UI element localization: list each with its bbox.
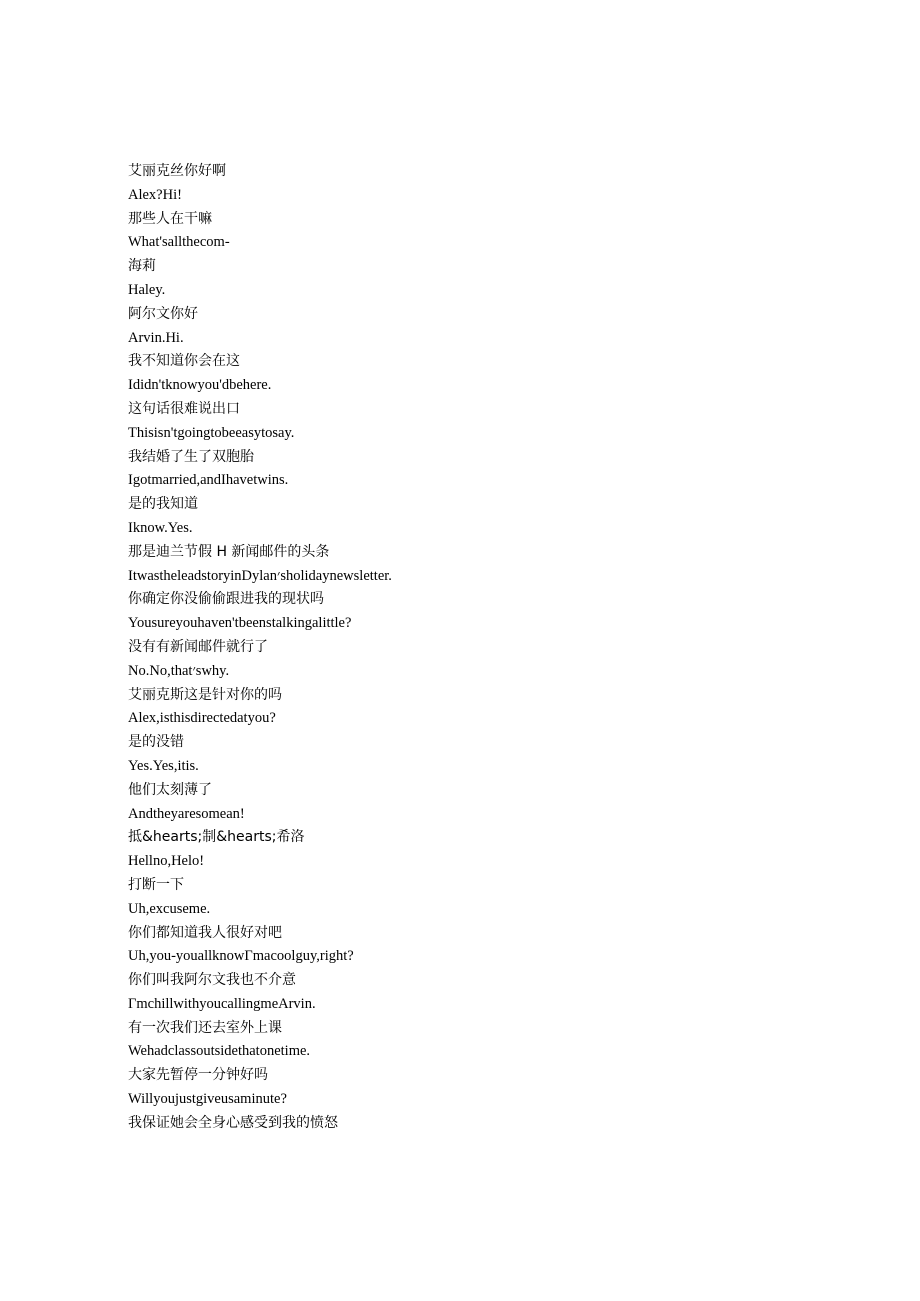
transcript-line-chinese: 这句话很难说出口 — [128, 400, 240, 417]
transcript-line-chinese: 艾丽克斯这是针对你的吗 — [128, 686, 282, 703]
transcript-line-english: Haley. — [128, 281, 166, 298]
transcript-line-english: No.No,that׳swhy. — [128, 662, 230, 679]
transcript-line-chinese: 打断一下 — [128, 876, 184, 893]
transcript-line-english: Andtheyaresomean! — [128, 805, 245, 822]
transcript-line-chinese: 那些人在干嘛 — [128, 210, 212, 227]
transcript-line-chinese: 你确定你没偷偷跟进我的现状吗 — [128, 591, 324, 608]
transcript-line-chinese: 是的我知道 — [128, 496, 198, 513]
transcript-line-english: Yes.Yes,itis. — [128, 757, 199, 774]
transcript-line-chinese: 大家先暂停一分钟好吗 — [128, 1067, 268, 1084]
transcript-line-chinese: 那是迪兰节假 H 新闻邮件的头条 — [128, 543, 330, 560]
transcript-line-chinese: 抵&hearts;制&hearts;希洛 — [128, 829, 305, 846]
transcript-line-english: Iknow.Yes. — [128, 519, 193, 536]
transcript-line-english: Thisisn'tgoingtobeeasytosay. — [128, 424, 295, 441]
transcript-line-english: Arvin.Hi. — [128, 329, 184, 346]
transcript-line-english: Uh,you-youallknowΓmacoolguy,right? — [128, 948, 354, 965]
transcript-line-chinese: 我不知道你会在这 — [128, 353, 240, 370]
transcript-line-chinese: 阿尔文你好 — [128, 305, 198, 322]
transcript-line-english: Wehadclassoutsidethatonetime. — [128, 1043, 311, 1060]
transcript-line-english: Igotmarried,andIhavetwins. — [128, 472, 289, 489]
transcript-line-chinese: 有一次我们还去室外上课 — [128, 1019, 282, 1036]
transcript-line-english: What'sallthecom- — [128, 234, 230, 251]
transcript-line-chinese: 艾丽克丝你好啊 — [128, 163, 226, 179]
transcript-line-english: Willyoujustgiveusaminute? — [128, 1091, 287, 1108]
transcript-line-chinese: 没有有新闻邮件就行了 — [128, 638, 268, 655]
transcript-line-english: Alex,isthisdirectedatyou? — [128, 710, 276, 727]
transcript-line-english: Ididn'tknowyou'dbehere. — [128, 377, 272, 394]
transcript-line-chinese: 你们叫我阿尔文我也不介意 — [128, 972, 296, 989]
transcript-line-chinese: 是的没错 — [128, 734, 184, 751]
transcript-line-english: ItwastheleadstoryinDylan׳sholidaynewsletter. — [128, 567, 392, 584]
transcript-line-chinese: 我保证她会全身心感受到我的愤怒 — [128, 1114, 338, 1131]
transcript-lines — [128, 160, 828, 1136]
transcript-line-english: Yousureyouhaven'tbeenstalkingalittle? — [128, 615, 352, 632]
transcript-line-english: ΓmchillwithyoucallingmeArvin. — [128, 995, 316, 1012]
transcript-line-english: Alex?Hi! — [128, 186, 182, 203]
transcript-line-chinese: 他们太刻薄了 — [128, 781, 212, 798]
transcript-line-chinese: 海莉 — [128, 258, 156, 275]
transcript-line-chinese: 你们都知道我人很好对吧 — [128, 924, 282, 941]
transcript-line-chinese: 我结婚了生了双胞胎 — [128, 448, 254, 465]
transcript-line-english: Uh,excuseme. — [128, 900, 211, 917]
transcript-line-english: Hellno,Helo! — [128, 853, 205, 870]
